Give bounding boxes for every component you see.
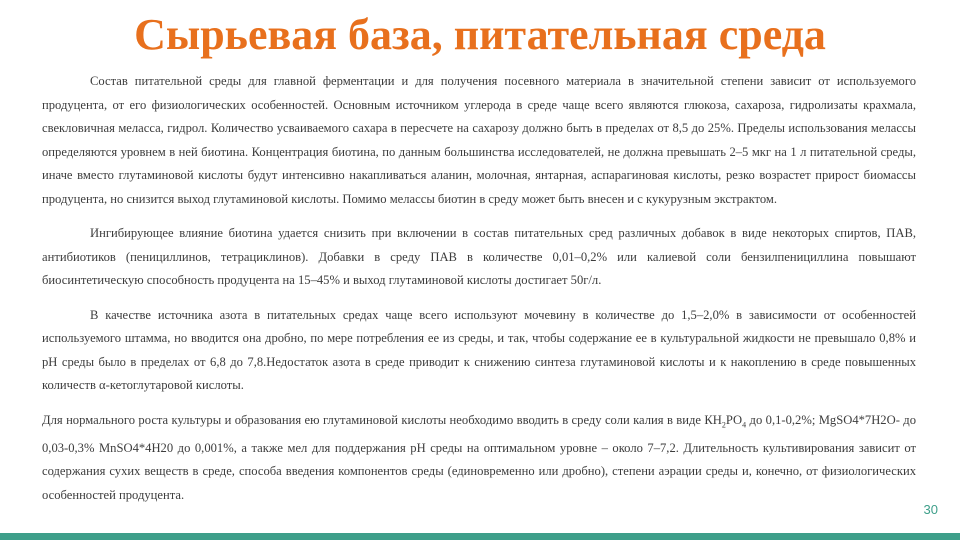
subscript-2: 2: [721, 420, 726, 430]
page-number: 30: [923, 502, 938, 517]
paragraph-carbon-source: Состав питательной среды для главной ферментации и для получения посевного материала в значительной степени зависит от используемого продуцента, от его физиологических особенностей. Основным источником углерода в среде чаще всего являются глюкоза, сахароза, гидролизаты крахмала, свекловичная меласса, гидрол. Количество усваиваемого сахара в пересчете на сахарозу должно быть в пределах от 8,5 до 25%. Пределы использования мелассы определяются уровнем в ней биотина. Концентрация биотина, по данным большинства исследователей, не должна превышать 2–5 мкг на 1 л питательной среды, иначе вместо глутаминовой кислоты будут интенсивно накапливаться аланин, молочная, янтарная, аспарагиновая кислоты, резко возрастет прирост биомассы продуцента, но снизится выход глутаминовой кислоты. Помимо мелассы биотин в среду может быть внесен и с кукурузным экстрактом.: [42, 74, 916, 206]
paragraph-potassium-text-1: Для нормального роста культуры и образования ею глутаминовой кислоты необходимо вводить в среду соли калия в виде КН: [42, 412, 722, 427]
paragraph-nitrogen-source: В качестве источника азота в питательных средах чаще всего используют мочевину в количестве до 1,5–2,0% в зависимости от особенностей используемого штамма, но вводится она дробно, по мере потребления ее из среды, и так, чтобы содержание ее в культуральной жидкости не превышало 0,8% и pH среды было в пределах от 6,8 до 7,8.Недостаток азота в среде приводит к снижению синтеза глутаминовой кислоты и к накоплению в среде повышенных количеств α-кетоглутаровой кислоты.: [42, 307, 916, 392]
paragraph-potassium-salts: [42, 409, 916, 508]
paragraph-potassium-text-3: до 0,1-0,2%; MgSO4*7H2O- до 0,03-0,3% MnSO4*4H20 до 0,001%, а также мел для поддержания pH среды на оптимальном уровне – около 7–7,2. Длительность культивирования зависит от содержания сухих веществ в среде, способа введения компонентов среды (единовременно или дробно), степени аэрации среды и, конечно, от физиологических особенностей продуцента.: [42, 412, 916, 502]
subscript-4: 4: [742, 420, 747, 430]
slide-title: Сырьевая база, питательная среда: [134, 10, 826, 59]
bottom-accent-bar: [0, 533, 960, 540]
slide-body: [42, 70, 916, 507]
paragraph-potassium-text-2: РО: [725, 412, 743, 427]
paragraph-biotin-inhibition: Ингибирующее влияние биотина удается снизить при включении в состав питательных сред различных добавок в виде некоторых спиртов, ПАВ, антибиотиков (пенициллинов, тетрациклинов). Добавки в среду ПАВ в количестве 0,01–0,2% или калиевой соли бензилпенициллина повышают биосинтетическую способность продуцента на 15–45% и выход глутаминовой кислоты достигает 50г/л.: [42, 226, 916, 287]
